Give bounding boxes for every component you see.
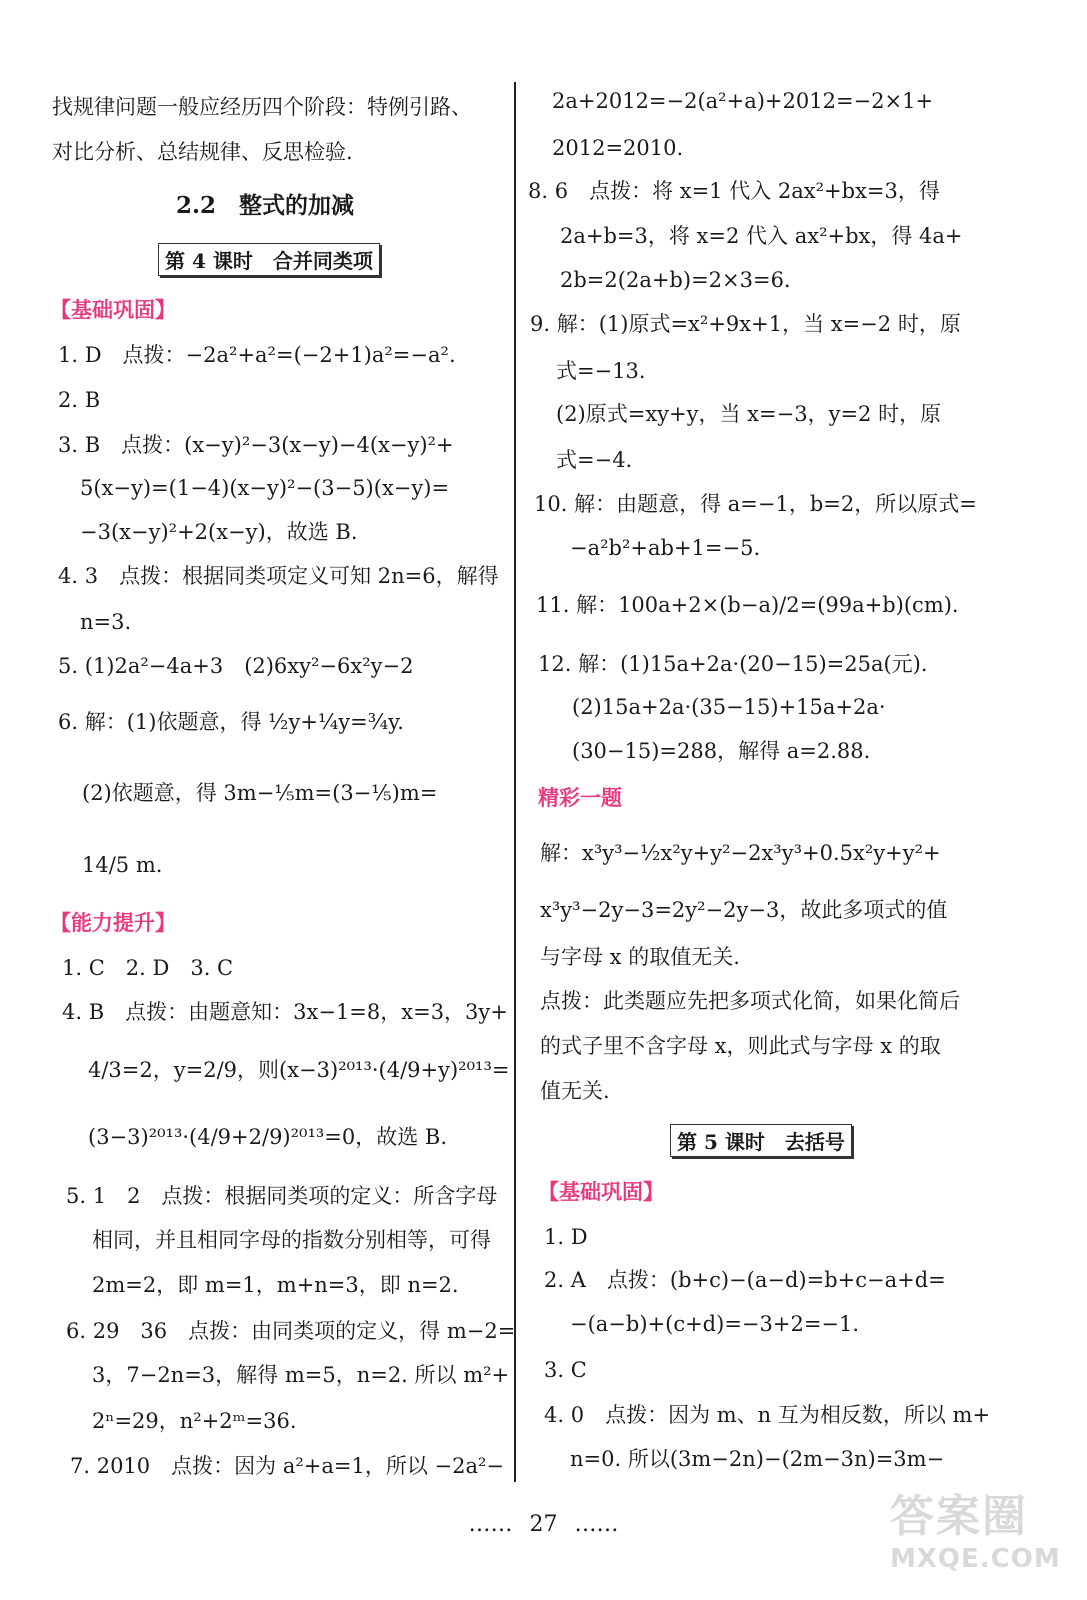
answer-b3-line2: 5(x−y)=(1−4)(x−y)²−(3−5)(x−y)= bbox=[80, 476, 450, 500]
answer-a4-line1: 4. B 点拨：由题意知：3x−1=8，x=3，3y+ bbox=[62, 1000, 508, 1024]
answer-12-line2: (2)15a+2a·(35−15)+15a+2a· bbox=[572, 695, 886, 719]
answer-c1: 1. D bbox=[544, 1225, 588, 1249]
answer-b3-line1: 3. B 点拨：(x−y)²−3(x−y)−4(x−y)²+ bbox=[58, 433, 454, 457]
lesson-4-title: 第 4 课时 合并同类项 bbox=[158, 243, 380, 276]
answer-c2-line2: −(a−b)+(c+d)=−3+2=−1. bbox=[570, 1312, 860, 1336]
answer-a5-line1: 5. 1 2 点拨：根据同类项的定义：所含字母 bbox=[66, 1184, 498, 1208]
jingcai-line4: 点拨：此类题应先把多项式化简，如果化简后 bbox=[540, 989, 960, 1013]
answer-12-line3: (30−15)=288，解得 a=2.88. bbox=[572, 739, 871, 763]
answer-7-cont-line2: 2012=2010. bbox=[552, 136, 684, 160]
jingcai-line2: x³y³−2y−3=2y²−2y−3，故此多项式的值 bbox=[540, 898, 948, 922]
intro-line-2: 对比分析、总结规律、反思检验. bbox=[52, 140, 353, 164]
basic2-heading: 【基础巩固】 bbox=[538, 1179, 664, 1204]
jingcai-line6: 值无关. bbox=[540, 1079, 610, 1103]
watermark-line2: MXQE.COM bbox=[890, 1544, 1061, 1574]
page-number: 27 bbox=[529, 1512, 558, 1537]
answer-9-line4: 式=−4. bbox=[556, 448, 633, 472]
answer-a4-line2: 4/3=2，y=2/9，则(x−3)²⁰¹³·(4/9+y)²⁰¹³= bbox=[88, 1058, 510, 1082]
answer-9-line1: 9. 解：(1)原式=x²+9x+1，当 x=−2 时，原 bbox=[530, 312, 961, 336]
answer-12-line1: 12. 解：(1)15a+2a·(20−15)=25a(元). bbox=[538, 652, 928, 676]
answer-b5: 5. (1)2a²−4a+3 (2)6xy²−6x²y−2 bbox=[58, 654, 414, 678]
answer-b2: 2. B bbox=[58, 388, 101, 412]
answer-a6-line3: 2ⁿ=29，n²+2ᵐ=36. bbox=[92, 1409, 297, 1433]
ability-heading: 【能力提升】 bbox=[50, 910, 176, 935]
answer-8-line1: 8. 6 点拨：将 x=1 代入 2ax²+bx=3，得 bbox=[528, 179, 940, 203]
answer-c2-line1: 2. A 点拨：(b+c)−(a−d)=b+c−a+d= bbox=[544, 1268, 946, 1292]
jingcai-line3: 与字母 x 的取值无关. bbox=[540, 945, 740, 969]
answer-9-line3: (2)原式=xy+y，当 x=−3，y=2 时，原 bbox=[556, 402, 942, 426]
answer-b3-line3: −3(x−y)²+2(x−y)，故选 B. bbox=[80, 520, 358, 544]
answer-9-line2: 式=−13. bbox=[556, 359, 646, 383]
answer-c4-line2: n=0. 所以(3m−2n)−(2m−3n)=3m− bbox=[570, 1447, 945, 1471]
answer-a6-line1: 6. 29 36 点拨：由同类项的定义，得 m−2= bbox=[66, 1319, 516, 1343]
answer-7-cont-line1: 2a+2012=−2(a²+a)+2012=−2×1+ bbox=[552, 89, 934, 113]
lesson-5-title: 第 5 课时 去括号 bbox=[670, 1124, 852, 1157]
answer-b6-line2: (2)依题意，得 3m−⅕m=(3−⅕)m= bbox=[82, 781, 438, 805]
answer-b6-line3: 14/5 m. bbox=[82, 853, 163, 877]
basic-heading: 【基础巩固】 bbox=[50, 297, 176, 322]
footer-dots-right: …… bbox=[574, 1512, 619, 1537]
answer-b4-line2: n=3. bbox=[80, 610, 132, 634]
answer-a1-3: 1. C 2. D 3. C bbox=[62, 956, 234, 980]
answer-b4-line1: 4. 3 点拨：根据同类项定义可知 2n=6，解得 bbox=[58, 564, 499, 588]
answer-b6-line1: 6. 解：(1)依题意，得 ½y+¼y=¾y. bbox=[58, 710, 404, 734]
watermark-line1: 答案圈 bbox=[890, 1491, 1028, 1542]
watermark bbox=[890, 1480, 1080, 1590]
answer-b1: 1. D 点拨：−2a²+a²=(−2+1)a²=−a². bbox=[58, 343, 456, 367]
column-divider bbox=[514, 82, 516, 1482]
answer-a4-line3: (3−3)²⁰¹³·(4/9+2/9)²⁰¹³=0，故选 B. bbox=[88, 1125, 448, 1149]
answer-8-line3: 2b=2(2a+b)=2×3=6. bbox=[560, 268, 791, 292]
jingcai-heading: 精彩一题 bbox=[538, 785, 622, 810]
jingcai-line5: 的式子里不含字母 x，则此式与字母 x 的取 bbox=[540, 1034, 941, 1058]
footer-dots-left: …… bbox=[468, 1512, 513, 1537]
answer-10-line2: −a²b²+ab+1=−5. bbox=[570, 536, 761, 560]
answer-a6-line2: 3，7−2n=3，解得 m=5，n=2. 所以 m²+ bbox=[92, 1363, 510, 1387]
section-title: 2.2 整式的加减 bbox=[176, 192, 355, 219]
jingcai-line1: 解：x³y³−½x²y+y²−2x³y³+0.5x²y+y²+ bbox=[540, 841, 941, 865]
intro-line-1: 找规律问题一般应经历四个阶段：特例引路、 bbox=[52, 95, 472, 119]
answer-c4-line1: 4. 0 点拨：因为 m、n 互为相反数，所以 m+ bbox=[544, 1403, 991, 1427]
answer-a5-line2: 相同，并且相同字母的指数分别相等，可得 bbox=[92, 1228, 491, 1252]
answer-a7: 7. 2010 点拨：因为 a²+a=1，所以 −2a²− bbox=[70, 1454, 505, 1478]
answer-c3: 3. C bbox=[544, 1358, 587, 1382]
answer-a5-line3: 2m=2，即 m=1，m+n=3，即 n=2. bbox=[92, 1273, 459, 1297]
answer-8-line2: 2a+b=3，将 x=2 代入 ax²+bx，得 4a+ bbox=[560, 224, 963, 248]
answer-10-line1: 10. 解：由题意，得 a=−1，b=2，所以原式= bbox=[534, 492, 977, 516]
answer-11: 11. 解：100a+2×(b−a)/2=(99a+b)(cm). bbox=[536, 593, 959, 617]
